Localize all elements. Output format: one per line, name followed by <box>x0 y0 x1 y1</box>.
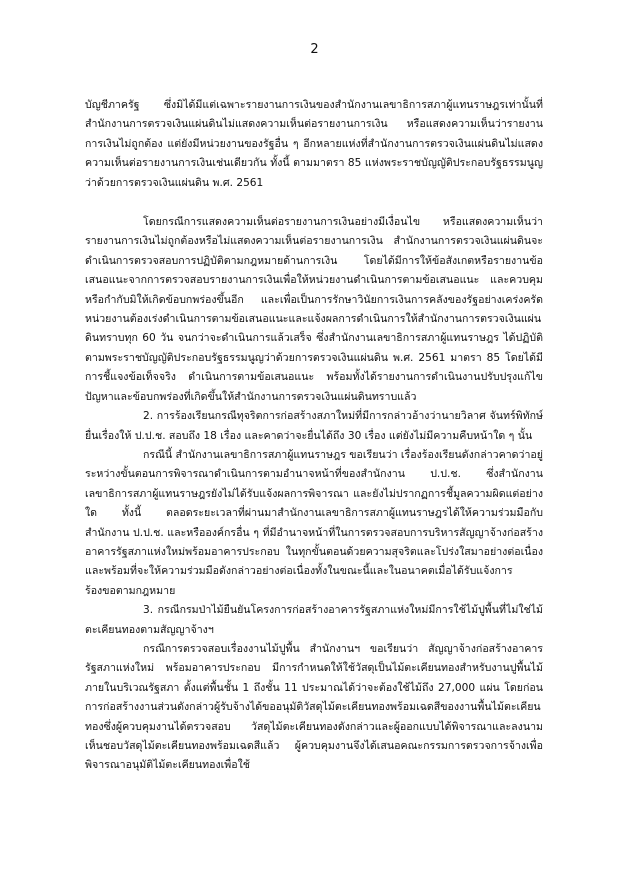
paragraph-4: กรณีการตรวจสอบเรื่องงานไม้ปูพื้น สำนักงานฯ ขอเรียนว่า สัญญาจ้างก่อสร้างอาคารรัฐสภาแห่งใหม่ พร้อมอาคารประกอบ มีการกำหนดให้ใช้วัสดุเป็นไม้ตะเคียนทองสำหรับงานปูพื้นไม้ภายในบริเวณรัฐสภา ตั้งแต่พื้นชั้น 1 ถึงชั้น 11 ประมาณได้ว่าจะต้องใช้ไม้ถึง 27,000 แผ่น โดยก่อนการก่อสร้างงานส่วนดังกล่าวผู้รับจ้างได้ขออนุมัติวัสดุไม้ตะเคียนทองพร้อมเฉดสีของงานพื้นไม้ตะเคียนทองซึ่งผู้ควบคุมงานได้ตรวจสอบ วัสดุไม้ตะเคียนทองดังกล่าวและผู้ออกแบบได้พิจารณาและลงนามเห็นชอบวัสดุไม้ตะเคียนทองพร้อมเฉดสีแล้ว ผู้ควบคุมงานจึงได้เสนอคณะกรรมการตรวจการจ้างเพื่อพิจารณาอนุมัติไม้ตะเคียนทองเพื่อใช้ <box>85 642 543 772</box>
paragraph-2: โดยกรณีการแสดงความเห็นต่อรายงานการเงินอย่างมีเงื่อนไข หรือแสดงความเห็นว่ารายงานการเงินไม่ถูกต้องหรือไม่แสดงความเห็นต่อรายงานการเงิน สำนักงานการตรวจเงินแผ่นดินจะดำเนินการตรวจสอบการปฏิบัติตามกฎหมายด้านการเงิน โดยได้มีการให้ข้อสังเกตหรือรายงานข้อเสนอแนะจากการตรวจสอบรายงานการเงินเพื่อให้หน่วยงานดำเนินการตามข้อเสนอแนะ และควบคุมหรือกำกับมิให้เกิดข้อบกพร่องขึ้นอีก และเพื่อเป็นการรักษาวินัยการเงินการคลังของรัฐอย่างเคร่งครัด หน่วยงานต้องเร่งดำเนินการตามข้อเสนอแนะและแจ้งผลการดำเนินการให้สำนักงานการตรวจเงินแผ่นดินทราบทุก 60 วัน จนกว่าจะดำเนินการแล้วเสร็จ ซึ่งสำนักงานเลขาธิการสภาผู้แทนราษฎร ได้ปฏิบัติตามพระราชบัญญัติประกอบรัฐธรรมนูญว่าด้วยการตรวจเงินแผ่นดิน พ.ศ. 2561 มาตรา 85 โดยได้มีการชี้แจงข้อเท็จจริง ดำเนินการตามข้อเสนอแนะ พร้อมทั้งได้รายงานการดำเนินงานปรับปรุงแก้ไขปัญหาและข้อบกพร่องที่เกิดขึ้นให้สำนักงานการตรวจเงินแผ่นดินทราบแล้ว <box>85 216 543 403</box>
document-body <box>85 96 543 776</box>
section-heading-3: 3. กรณีกรมป่าไม้ยืนยันโครงการก่อสร้างอาคารรัฐสภาแห่งใหม่มีการใช้ไม้ปูพื้นที่ไม่ใช่ไม้ตะเคียนทองตามสัญญาจ้างฯ <box>85 604 543 636</box>
paragraph-1: บัญชีภาครัฐ ซึ่งมิได้มีแต่เฉพาะรายงานการเงินของสำนักงานเลขาธิการสภาผู้แทนราษฎรเท่านั้นที่สำนักงานการตรวจเงินแผ่นดินไม่แสดงความเห็นต่อรายงานการเงิน หรือแสดงความเห็นว่ารายงานการเงินไม่ถูกต้อง แต่ยังมีหน่วยงานของรัฐอื่น ๆ อีกหลายแห่งที่สำนักงานการตรวจเงินแผ่นดินไม่แสดงความเห็นต่อรายงานการเงินเช่นเดียวกัน ทั้งนี้ ตามมาตรา 85 แห่งพระราชบัญญัติประกอบรัฐธรรมนูญว่าด้วยการตรวจเงินแผ่นดิน พ.ศ. 2561 <box>85 99 543 189</box>
paragraph-3: กรณีนี้ สำนักงานเลขาธิการสภาผู้แทนราษฎร ขอเรียนว่า เรื่องร้องเรียนดังกล่าวคาดว่าอยู่ระหว่างขั้นตอนการพิจารณาดำเนินการตามอำนาจหน้าที่ของสำนักงาน ป.ป.ช. ซึ่งสำนักงานเลขาธิการสภาผู้แทนราษฎรยังไม่ได้รับแจ้งผลการพิจารณา และยังไม่ปรากฏการชี้มูลความผิดแต่อย่างใด ทั้งนี้ ตลอดระยะเวลาที่ผ่านมาสำนักงานเลขาธิการสภาผู้แทนราษฎรได้ให้ความร่วมมือกับสำนักงาน ป.ป.ช. และหรือองค์กรอื่น ๆ ที่มีอำนาจหน้าที่ในการตรวจสอบการบริหารสัญญาจ้างก่อสร้างอาคารรัฐสภาแห่งใหม่พร้อมอาคารประกอบ ในทุกขั้นตอนด้วยความสุจริตและโปร่งใสมาอย่างต่อเนื่อง และพร้อมที่จะให้ความร่วมมือดังกล่าวอย่างต่อเนื่องทั้งในขณะนี้และในอนาคตเมื่อได้รับแจ้งการร้องขอตามกฎหมาย <box>85 448 543 597</box>
page-number: 2 <box>310 42 319 57</box>
section-heading-2: 2. การร้องเรียนกรณีทุจริตการก่อสร้างสภาใหม่ที่มีการกล่าวอ้างว่านายวิลาศ จันทร์พิทักษ์ ยื่นเรื่องให้ ป.ป.ช. สอบถึง 18 เรื่อง และคาดว่าจะยื่นได้ถึง 30 เรื่อง แต่ยังไม่มีความคืบหน้าใด ๆ นั้น <box>85 410 543 442</box>
